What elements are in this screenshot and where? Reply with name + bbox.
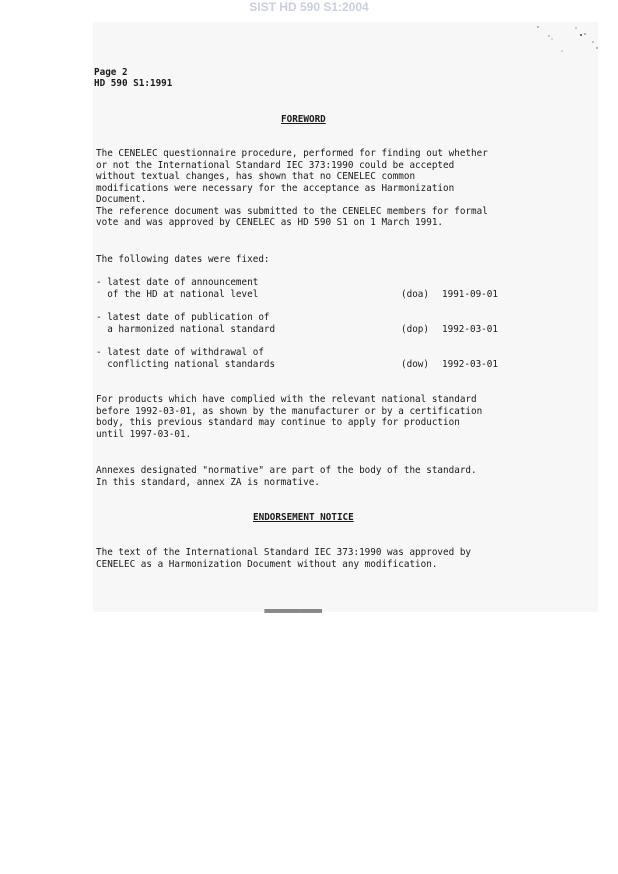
- document-id: HD 590 S1:1991: [94, 78, 173, 89]
- date-row-doa: [96, 277, 516, 301]
- date-row-dow: [96, 347, 516, 371]
- date-label: - latest date of publication of a harmonized national standard: [96, 312, 276, 335]
- date-code: (dow): [401, 358, 429, 370]
- foreword-paragraph-2: For products which have complied with the relevant national standard before 1992-03-01, as shown by the manufacturer or by a certification body, this previous standard may continue to apply for production until 1997-03-01.: [96, 394, 483, 440]
- page-number: Page 2: [94, 67, 128, 78]
- date-label: - latest date of withdrawal of conflicting national standards: [96, 347, 276, 370]
- date-label: - latest date of announcement of the HD at national level: [96, 277, 259, 300]
- watermark: SIST HD 590 S1:2004: [249, 0, 369, 14]
- end-of-text-rule: =============: [264, 607, 322, 617]
- date-value: 1991-09-01: [442, 288, 498, 300]
- scan-noise-specks: [530, 22, 610, 62]
- endorsement-title: ENDORSEMENT NOTICE: [253, 512, 354, 523]
- date-code: (dop): [401, 323, 429, 335]
- foreword-title: FOREWORD: [281, 114, 326, 125]
- foreword-paragraph-3: Annexes designated "normative" are part of the body of the standard. In this standard, annex ZA is normative.: [96, 465, 477, 488]
- endorsement-text: The text of the International Standard IEC 373:1990 was approved by CENELEC as a Harmonization Document without any modification.: [96, 547, 472, 570]
- date-code: (doa): [401, 288, 429, 300]
- dates-intro: The following dates were fixed:: [96, 254, 270, 265]
- date-value: 1992-03-01: [442, 323, 498, 335]
- date-value: 1992-03-01: [442, 358, 498, 370]
- date-row-dop: [96, 312, 516, 336]
- foreword-paragraph-1: The CENELEC questionnaire procedure, performed for finding out whether or not the International Standard IEC 373:1990 could be accepted without textual changes, has shown that no CENELEC common modifications were necessary for the acceptance as Harmonization Document. The reference document was submitted to the CENELEC members for formal vote and was approved by CENELEC as HD 590 S1 on 1 March 1991.: [96, 148, 488, 228]
